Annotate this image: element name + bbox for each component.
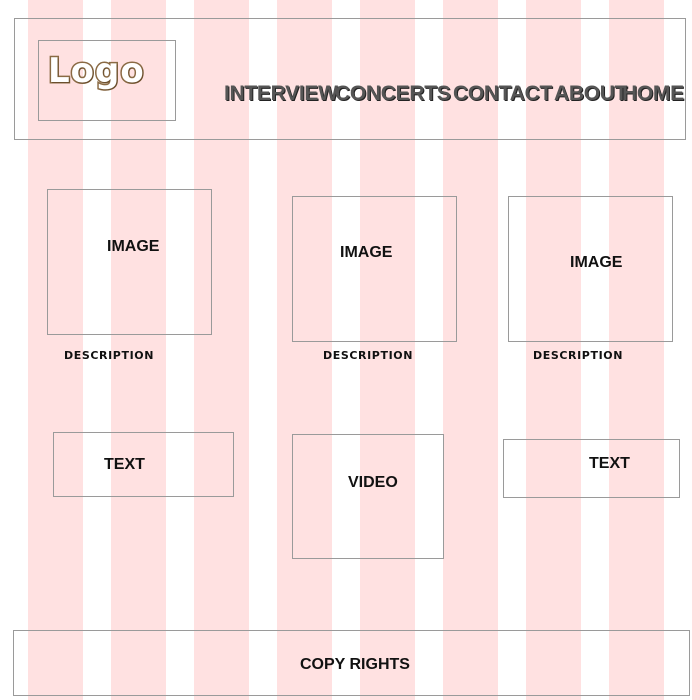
- copyright-label: COPY RIGHTS: [300, 656, 410, 673]
- text-label-2: TEXT: [589, 455, 630, 472]
- nav-item-interview[interactable]: INTERVIEW: [224, 82, 338, 105]
- image-label-2: IMAGE: [340, 244, 393, 261]
- nav-item-concerts[interactable]: CONCERTS: [335, 82, 451, 105]
- image-box-1[interactable]: [47, 189, 212, 335]
- nav-item-home[interactable]: HOME: [622, 82, 684, 105]
- logo[interactable]: Logo: [48, 51, 145, 91]
- image-box-2[interactable]: [292, 196, 457, 342]
- description-3: DESCRIPTION: [533, 349, 624, 362]
- image-label-1: IMAGE: [107, 238, 160, 255]
- video-box[interactable]: [292, 434, 444, 559]
- nav-item-contact[interactable]: CONTACT: [453, 82, 552, 105]
- text-label-1: TEXT: [104, 456, 145, 473]
- description-1: DESCRIPTION: [64, 349, 155, 362]
- logo-box[interactable]: [38, 40, 176, 121]
- nav-item-about[interactable]: ABOUT: [554, 82, 628, 105]
- video-label: VIDEO: [348, 474, 398, 491]
- description-2: DESCRIPTION: [323, 349, 414, 362]
- image-label-3: IMAGE: [570, 254, 623, 271]
